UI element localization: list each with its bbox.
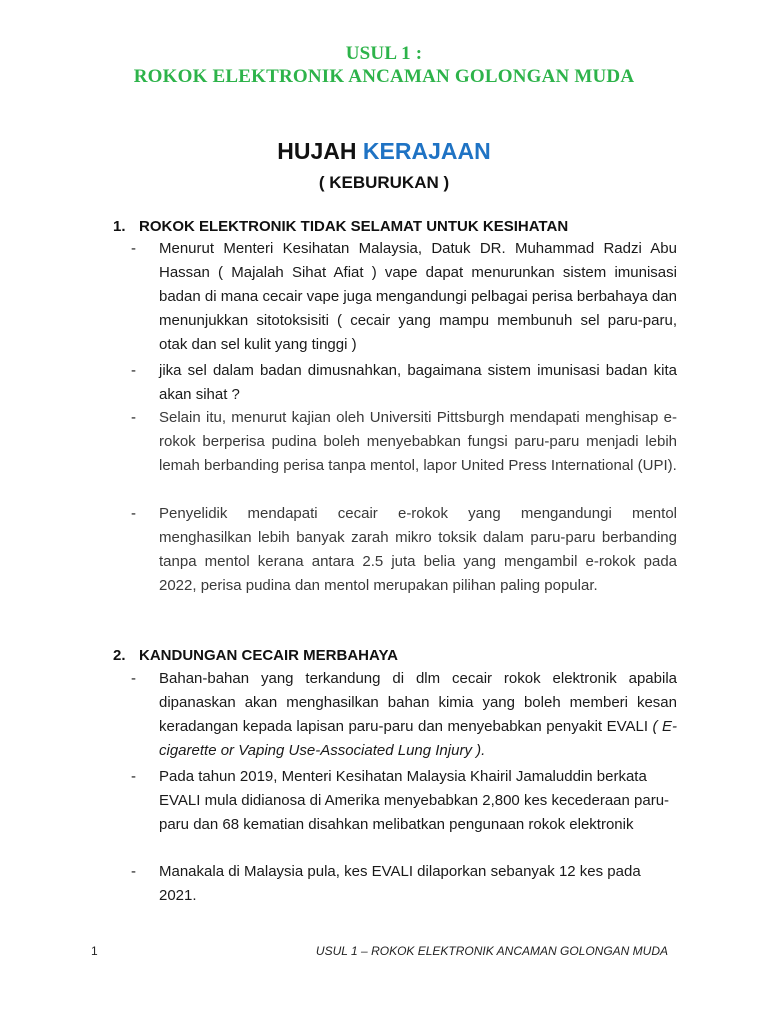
hujah-heading: [0, 138, 768, 165]
bullet-text: jika sel dalam badan dimusnahkan, bagaimana sistem imunisasi badan kita akan sihat ?: [159, 362, 677, 403]
list-item: [131, 502, 677, 598]
bullet-dash: -: [131, 409, 136, 426]
bullet-text: Selain itu, menurut kajian oleh Universiti Pittsburgh mendapati menghisap e-rokok berperisa pudina boleh menyebabkan fungsi paru-paru menjadi lebih lemah berbanding perisa tanpa mentol, lapor United Press International (UPI).: [159, 409, 677, 474]
bullet-dash: -: [131, 362, 136, 379]
evali-text: Bahan-bahan yang terkandung di dlm cecair rokok elektronik apabila dipanaskan akan menghasilkan bahan kimia yang boleh memberi kesan keradangan kepada lapisan paru-paru dan menyebabkan penyakit EVALI: [159, 670, 677, 735]
bullet-text: Manakala di Malaysia pula, kes EVALI dilaporkan sebanyak 12 kes pada 2021.: [159, 863, 641, 904]
usul-number: USUL 1 :: [345, 43, 423, 64]
section-2-title: KANDUNGAN CECAIR MERBAHAYA: [139, 647, 398, 664]
evali-definition: ( E-cigarette or Vaping Use-Associated Lung Injury ).: [159, 718, 678, 759]
bullet-text: Pada tahun 2019, Menteri Kesihatan Malaysia Khairil Jamaluddin berkata EVALI mula didianosa di Amerika menyebabkan 2,800 kes kecederaan paru-paru dan 68 kematian disahkan melibatkan pengunaan rokok elektronik: [159, 768, 670, 833]
section-1-title: ROKOK ELEKTRONIK TIDAK SELAMAT UNTUK KESIHATAN: [139, 218, 569, 235]
list-item: [131, 406, 677, 478]
section-2-heading: [113, 647, 398, 664]
bullet-dash: -: [131, 670, 136, 687]
list-item: [131, 359, 677, 407]
list-item: [131, 237, 677, 357]
bullet-dash: -: [131, 863, 136, 880]
bullet-text: Menurut Menteri Kesihatan Malaysia, Datuk DR. Muhammad Radzi Abu Hassan ( Majalah Sihat Afiat ) vape dapat menurunkan sistem imunisasi badan di mana cecair vape juga mengandungi pelbagai perisa berbahaya dan menunjukkan sitotoksisiti ( cecair yang mampu membunuh sel paru-paru, otak dan sel kulit yang tinggi ): [159, 240, 677, 353]
list-item: [131, 765, 677, 837]
section-1-heading: [113, 218, 568, 235]
list-item: [131, 667, 677, 763]
list-item: [131, 860, 677, 908]
section-1-number: 1.: [113, 218, 126, 235]
bullet-dash: -: [131, 505, 136, 522]
page-number: 1: [91, 944, 98, 958]
bullet-dash: -: [131, 240, 136, 257]
section-2-number: 2.: [113, 647, 126, 664]
hujah-word: HUJAH: [277, 138, 357, 164]
kerajaan-word: KERAJAAN: [362, 138, 491, 164]
keburukan-subtitle: ( KEBURUKAN ): [318, 173, 450, 192]
bullet-text: [159, 667, 677, 763]
usul-title: ROKOK ELEKTRONIK ANCAMAN GOLONGAN MUDA: [133, 66, 635, 87]
bullet-text: Penyelidik mendapati cecair e-rokok yang mengandungi mentol menghasilkan lebih banyak zarah mikro toksik dalam paru-paru berbanding tanpa mentol kerana antara 2.5 juta belia yang mengambil e-rokok pada 2022, perisa pudina dan mentol merupakan pilihan paling popular.: [159, 505, 677, 594]
running-footer-title: USUL 1 – ROKOK ELEKTRONIK ANCAMAN GOLONGAN MUDA: [315, 944, 668, 958]
bullet-dash: -: [131, 768, 136, 785]
